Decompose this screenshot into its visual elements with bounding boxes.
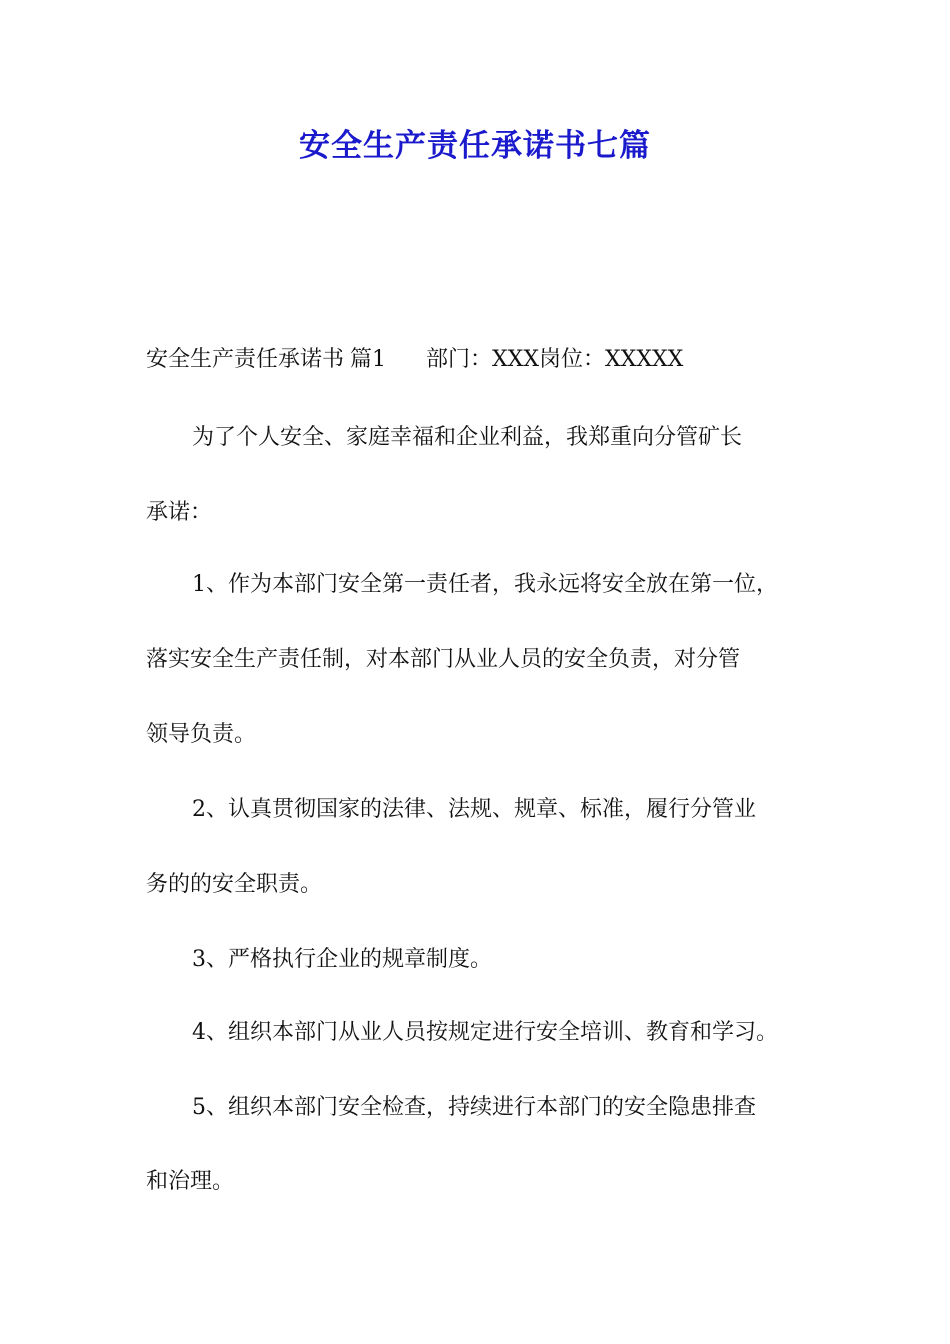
paragraph-line: 3、严格执行企业的规章制度。 [192,947,492,972]
paragraph-line: 4、组织本部门从业人员按规定进行安全培训、教育和学习。 [192,1020,778,1045]
paragraph-line: 务的的安全职责。 [146,872,323,897]
paragraph-line: 和治理。 [146,1169,235,1194]
position-field: 岗位：XXXXX [539,347,684,372]
paragraph-line: 领导负责。 [146,722,257,747]
paragraph-line: 1、作为本部门安全第一责任者，我永远将安全放在第一位， [192,572,778,597]
department-field: 部门：XXX [426,347,540,372]
section-number: 篇1 [350,347,387,372]
paragraph-line: 5、组织本部门安全检查，持续进行本部门的安全隐患排查 [192,1095,756,1120]
section-name: 安全生产责任承诺书 [146,347,345,372]
paragraph-line: 承诺： [146,500,213,525]
section-heading-line [146,345,816,375]
paragraph-line: 落实安全生产责任制，对本部门从业人员的安全负责，对分管 [146,647,741,672]
paragraph-line: 2、认真贯彻国家的法律、法规、规章、标准，履行分管业 [192,797,756,822]
paragraph-line: 为了个人安全、家庭幸福和企业利益，我郑重向分管矿长 [192,425,743,450]
document-title: 安全生产责任承诺书七篇 [299,128,651,164]
